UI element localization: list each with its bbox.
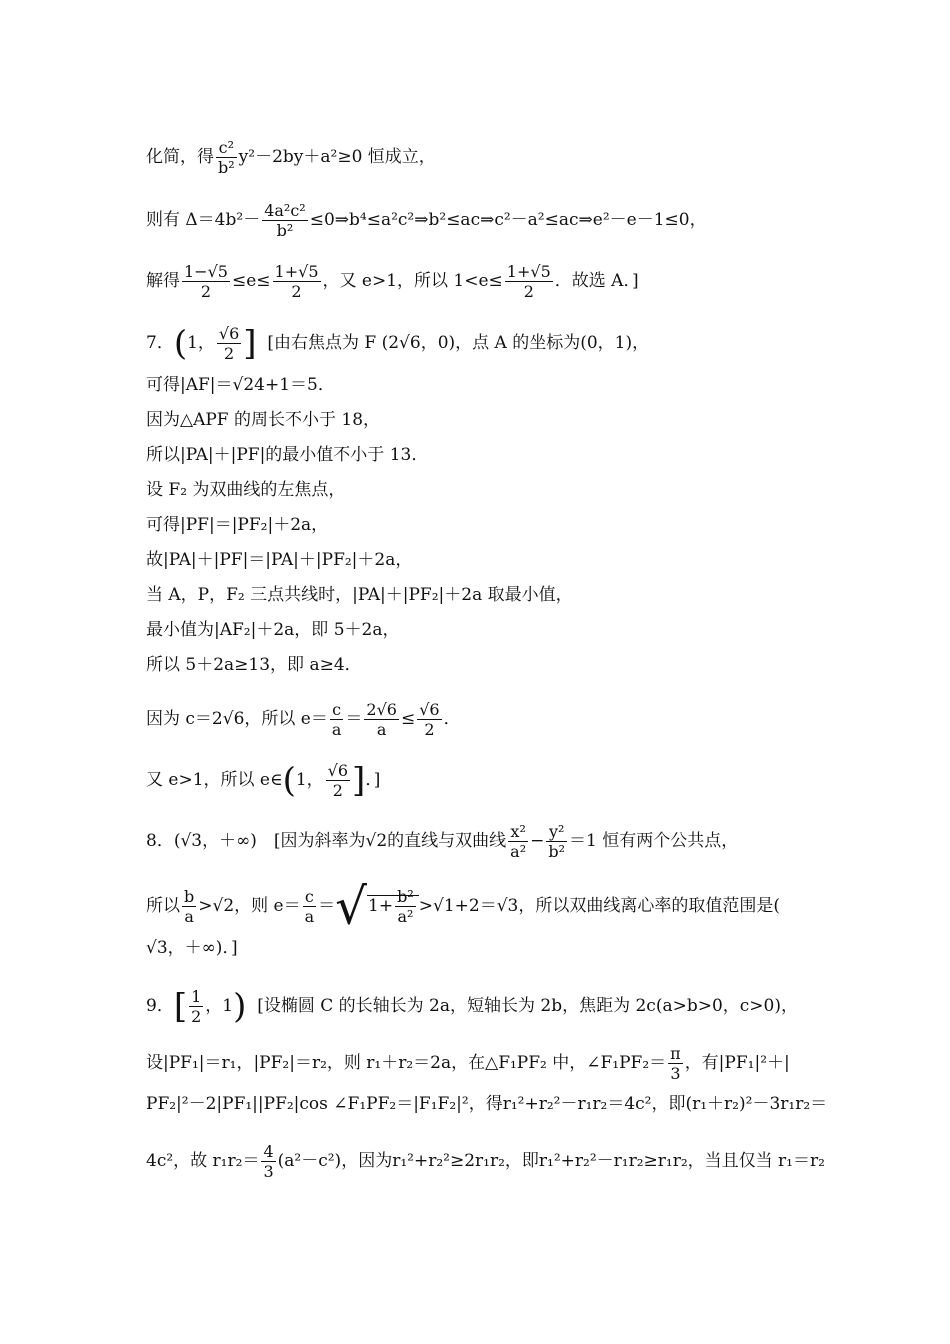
text: √3，＋∞)．] <box>146 938 238 958</box>
text: ．] <box>365 770 381 790</box>
text: 又 e>1，所以 e∈ <box>146 770 283 790</box>
solution-line-10 <box>146 549 412 571</box>
text: ≤0⇒b⁴≤a²c²⇒b²≤ac⇒c²－a²≤ac⇒e²－e－1≤0， <box>309 210 707 230</box>
fraction-numerator: 1−√5 <box>184 262 228 281</box>
fraction <box>546 822 567 861</box>
solution-line-12 <box>146 619 399 641</box>
fraction-numerator: 2√6 <box>366 700 397 719</box>
text: 最小值为|AF₂|＋2a，即 5＋2a， <box>146 620 400 640</box>
text: 4c²，故 r₁r₂＝ <box>146 1151 260 1171</box>
solution-line-18 <box>146 937 238 959</box>
text: [由右焦点为 F (2√6，0)，点 A 的坐标为(0，1)， <box>267 333 650 353</box>
fraction-denominator: b² <box>218 158 235 177</box>
solution-line-7-answer <box>146 324 649 363</box>
fraction-numerator: c <box>303 887 317 907</box>
fraction <box>189 987 203 1026</box>
fraction-numerator: √6 <box>419 700 440 719</box>
solution-line-8 <box>146 479 345 501</box>
fraction-denominator: a <box>376 720 387 739</box>
fraction-numerator: c <box>330 700 344 720</box>
solution-line-7 <box>146 444 428 466</box>
solution-line-11 <box>146 584 573 606</box>
solution-line-3 <box>146 262 639 301</box>
fraction-numerator: 4 <box>263 1142 274 1161</box>
text: 8．(√3，＋∞) [因为斜率为√2的直线与双曲线 <box>146 831 507 851</box>
solution-line-9 <box>146 514 328 536</box>
text: 所以 5＋2a≥13，即 a≥4． <box>146 655 362 675</box>
text: 当 A，P，F₂ 三点共线时，|PA|＋|PF₂|＋2a 取最小值， <box>146 585 573 605</box>
fraction <box>395 887 416 926</box>
fraction-numerator: y² <box>546 822 567 842</box>
solution-line-1 <box>146 138 436 177</box>
text: 设 F₂ 为双曲线的左焦点， <box>146 480 346 500</box>
text: [设椭圆 C 的长轴长为 2a，短轴长为 2b，焦距为 2c(a>b>0，c>0)， <box>257 996 798 1016</box>
problem-number: 9． <box>146 996 174 1016</box>
fraction <box>182 262 230 301</box>
text: 化简，得 <box>146 147 214 167</box>
text: ．故选 A．] <box>554 271 639 291</box>
fraction <box>330 700 344 739</box>
fraction-denominator: a <box>304 907 315 926</box>
text: ≤e≤ <box>231 271 271 291</box>
solution-line-20 <box>146 1044 790 1083</box>
fraction <box>261 1142 275 1181</box>
fraction-numerator: x² <box>508 822 528 842</box>
fraction <box>217 324 241 363</box>
fraction-denominator: a <box>184 907 194 926</box>
fraction-denominator: 2 <box>224 344 235 363</box>
fraction <box>364 700 399 739</box>
fraction <box>508 822 528 861</box>
text: 1， <box>187 333 215 353</box>
open-paren: ( <box>173 323 188 364</box>
text: (a²－c²)，因为r₁²+r₂²≥2r₁r₂，即r₁²+r₂²－r₁r₂≥r₁r₂，当且仅当 r₁＝r₂ <box>277 1151 825 1171</box>
fraction-numerator: √6 <box>327 761 349 780</box>
close-bracket: ] <box>243 323 257 364</box>
fraction-denominator: 2 <box>200 282 212 301</box>
solution-line-21 <box>146 1093 827 1115</box>
radical-sign-icon: √ <box>335 877 368 936</box>
problem-number: 7． <box>146 333 174 353</box>
fraction-denominator: 3 <box>670 1064 681 1083</box>
text: ． <box>443 709 461 729</box>
square-root <box>335 877 419 936</box>
text: ，有|PF₁|²＋| <box>684 1053 790 1073</box>
text: >√1+2＝√3，所以双曲线离心率的取值范围是( <box>418 896 780 916</box>
fraction <box>326 761 350 800</box>
fraction-denominator: 3 <box>263 1162 274 1181</box>
solution-line-2 <box>146 201 707 240</box>
fraction <box>262 201 308 240</box>
text: 可得|AF|＝√24+1＝5． <box>146 375 335 395</box>
close-paren: ) <box>233 986 247 1027</box>
fraction-denominator: a <box>331 720 342 739</box>
fraction-denominator: 2 <box>523 282 534 301</box>
fraction <box>303 887 317 926</box>
text: 1， <box>295 770 324 790</box>
fraction <box>505 262 553 301</box>
fraction <box>182 887 196 926</box>
text: 因为 c＝2√6，所以 e＝ <box>146 709 328 729</box>
solution-line-5 <box>146 374 335 396</box>
fraction-numerator: 4a²c² <box>264 201 306 220</box>
fraction-numerator: 1+√5 <box>274 262 319 281</box>
fraction-denominator: 2 <box>424 720 435 739</box>
text: 1+ <box>368 896 394 916</box>
text: 所以|PA|＋|PF|的最小值不小于 13． <box>146 445 429 465</box>
fraction <box>273 262 321 301</box>
fraction-denominator: 2 <box>191 1007 202 1026</box>
close-bracket: ] <box>352 760 366 801</box>
text: PF₂|²－2|PF₁||PF₂|cos ∠F₁PF₂＝|F₁F₂|²，得r₁²+r₂²－r₁r₂＝4c²，即(r₁＋r₂)²－3r₁r₂＝ <box>146 1094 828 1114</box>
solution-line-6 <box>146 409 380 431</box>
radicand <box>367 887 419 926</box>
text: ＝1 恒有两个公共点， <box>569 831 739 851</box>
fraction-numerator: 1 <box>191 987 202 1006</box>
text: 则有 Δ＝4b²－ <box>146 210 261 230</box>
text: ，又 e>1，所以 1<e≤ <box>322 271 503 291</box>
fraction-numerator: 1+√5 <box>506 262 551 281</box>
text: >√2，则 e＝ <box>198 896 301 916</box>
fraction-numerator: b <box>184 887 195 906</box>
text: ＝ <box>345 709 363 729</box>
solution-line-17 <box>146 877 780 936</box>
eq-sign: ＝ <box>318 896 336 916</box>
text: 设|PF₁|＝r₁，|PF₂|＝r₂，则 r₁＋r₂＝2a，在△F₁PF₂ 中，∠F₁PF₂＝ <box>146 1053 667 1073</box>
solution-line-13 <box>146 654 362 676</box>
fraction-numerator: c² <box>216 138 237 158</box>
solution-line-14 <box>146 700 461 739</box>
fraction-numerator: b² <box>397 887 414 906</box>
fraction-denominator: 2 <box>291 282 302 301</box>
text: ，1 <box>205 996 234 1016</box>
fraction-denominator: a² <box>510 842 527 861</box>
fraction-denominator: a² <box>397 907 414 926</box>
text: − <box>530 831 545 851</box>
fraction-denominator: b² <box>548 842 566 861</box>
fraction <box>216 138 237 177</box>
solution-line-8-answer <box>146 822 738 861</box>
solution-line-9-answer <box>146 987 798 1026</box>
text: 可得|PF|＝|PF₂|＋2a， <box>146 515 329 535</box>
text: 解得 <box>146 271 180 291</box>
text: ≤ <box>400 709 416 729</box>
text: 因为△APF 的周长不小于 18， <box>146 410 381 430</box>
fraction <box>668 1044 683 1083</box>
text: 所以 <box>146 896 180 916</box>
open-bracket: [ <box>173 986 188 1027</box>
text: y²－2by＋a²≥0 恒成立， <box>238 147 436 167</box>
solution-line-22 <box>146 1142 825 1181</box>
fraction-numerator: π <box>670 1044 681 1063</box>
fraction-denominator: 2 <box>332 781 343 800</box>
fraction-denominator: b² <box>276 221 294 240</box>
fraction <box>417 700 441 739</box>
solution-line-15 <box>146 761 380 800</box>
text: 故|PA|＋|PF|＝|PA|＋|PF₂|＋2a， <box>146 550 413 570</box>
open-paren: ( <box>282 760 296 801</box>
fraction-numerator: √6 <box>218 324 240 343</box>
